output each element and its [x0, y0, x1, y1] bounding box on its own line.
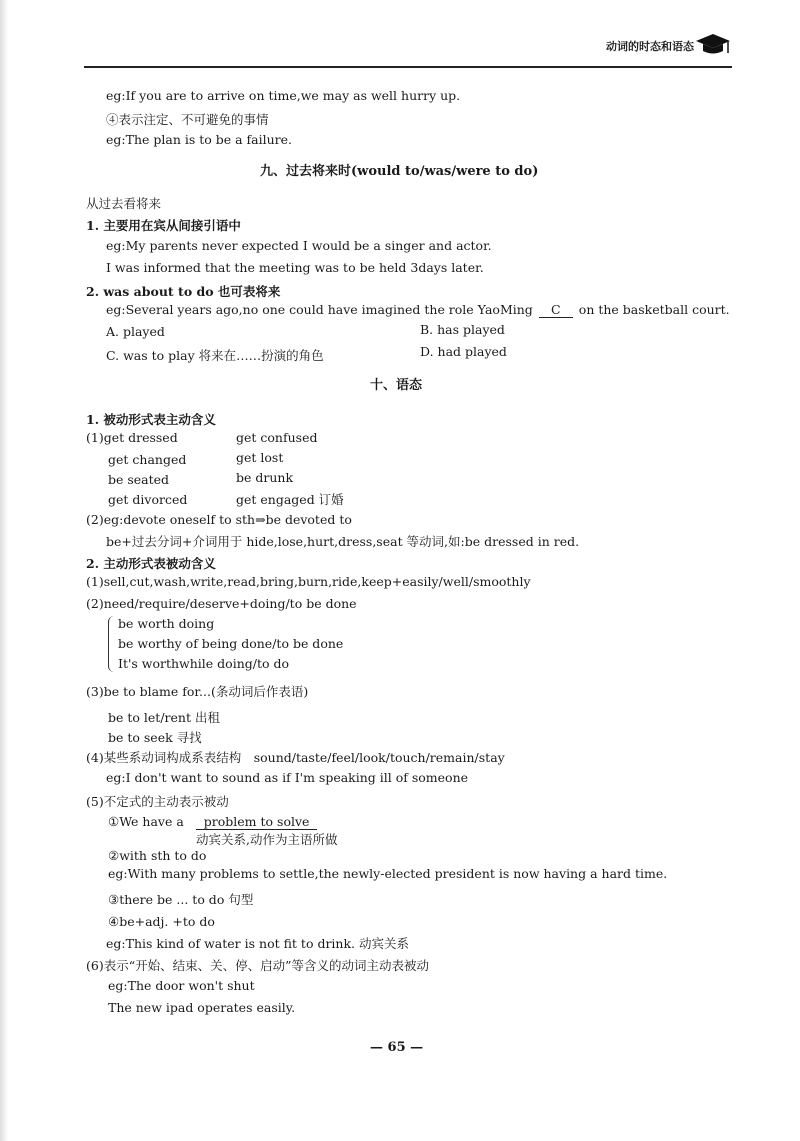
header-rule — [84, 66, 732, 68]
section-title-10: 十、语态 — [370, 378, 423, 393]
phrase: be to let/rent 出租 — [108, 710, 220, 725]
graduation-cap-icon — [694, 31, 732, 57]
phrase: be seated — [108, 472, 170, 487]
point-text: ④表示注定、不可避免的事情 — [106, 112, 269, 127]
subheading: 2. was about to do 也可表将来 — [86, 284, 281, 299]
phrase: get confused — [236, 430, 318, 445]
brace-mark — [108, 616, 117, 672]
example-text: eg:My parents never expected I would be a singer and actor. — [106, 238, 492, 253]
example-text: eg:This kind of water is not fit to drink. 动宾关系 — [106, 936, 409, 951]
question-text — [106, 302, 730, 318]
annotation: 动宾关系,动作为主语所做 — [196, 832, 338, 847]
answer-blank: C — [539, 302, 573, 318]
phrase: get changed — [108, 452, 187, 467]
scan-edge — [0, 0, 8, 1141]
example-text: The new ipad operates easily. — [108, 1000, 296, 1015]
example-text: eg:I don't want to sound as if I'm speaking ill of someone — [106, 770, 469, 785]
phrase: be drunk — [236, 470, 294, 485]
point-text: ③there be ... to do 句型 — [108, 892, 254, 907]
option-b: B. has played — [420, 322, 505, 337]
option-d: D. had played — [420, 344, 507, 359]
example-text: I was informed that the meeting was to be held 3days later. — [106, 260, 484, 275]
subheading: 1. 被动形式表主动含义 — [86, 412, 216, 427]
question-stem-end: on the basketball court. — [578, 302, 730, 317]
phrase: get divorced — [108, 492, 188, 507]
point-text: (2)eg:devote oneself to sth⇒be devoted to — [86, 512, 352, 527]
subheading: 1. 主要用在宾从间接引语中 — [86, 218, 241, 233]
option-c: C. was to play 将来在……扮演的角色 — [106, 348, 324, 363]
intro-text: 从过去看将来 — [86, 196, 162, 211]
phrase: be worth doing — [118, 616, 215, 631]
phrase: be to seek 寻找 — [108, 730, 202, 745]
point-text: ②with sth to do — [108, 848, 207, 863]
header-title: 动词的时态和语态 — [606, 40, 694, 53]
page-number: — 65 — — [370, 1040, 424, 1055]
section-title-9: 九、过去将来时(would to/was/were to do) — [260, 164, 539, 179]
point-text: (4)某些系动词构成系表结构 sound/taste/feel/look/touch/remain/stay — [86, 750, 505, 765]
example-text: eg:The door won't shut — [108, 978, 255, 993]
phrase: (1)get dressed — [86, 430, 178, 445]
point-text: (5)不定式的主动表示被动 — [86, 794, 229, 809]
question-stem: eg:Several years ago,no one could have imagined the role YaoMing — [106, 302, 533, 317]
phrase: be worthy of being done/to be done — [118, 636, 344, 651]
example-text: eg:With many problems to settle,the newly-elected president is now having a hard time. — [108, 866, 668, 881]
point-text: (3)be to blame for...(条动词后作表语) — [86, 684, 309, 699]
phrase: get engaged 订婚 — [236, 492, 344, 507]
underlined-phrase: problem to solve — [196, 814, 318, 830]
example-text — [108, 814, 317, 830]
subheading: 2. 主动形式表被动含义 — [86, 556, 216, 571]
brace-group — [108, 616, 408, 676]
example-text: eg:The plan is to be a failure. — [106, 132, 293, 147]
point-text: ④be+adj. +to do — [108, 914, 215, 929]
page-header — [84, 28, 732, 68]
phrase: get lost — [236, 450, 284, 465]
point-text: (1)sell,cut,wash,write,read,bring,burn,ride,keep+easily/well/smoothly — [86, 574, 531, 589]
point-text: (6)表示“开始、结束、关、停、启动”等含义的动词主动表被动 — [86, 958, 429, 973]
phrase: It's worthwhile doing/to do — [118, 656, 290, 671]
point-text: (2)need/require/deserve+doing/to be done — [86, 596, 357, 611]
point-text: be+过去分词+介词用于 hide,lose,hurt,dress,seat 等动词,如:be dressed in red. — [106, 534, 580, 549]
example-lead: ①We have a — [108, 814, 184, 829]
example-text: eg:If you are to arrive on time,we may as well hurry up. — [106, 88, 461, 103]
option-a: A. played — [106, 324, 165, 339]
